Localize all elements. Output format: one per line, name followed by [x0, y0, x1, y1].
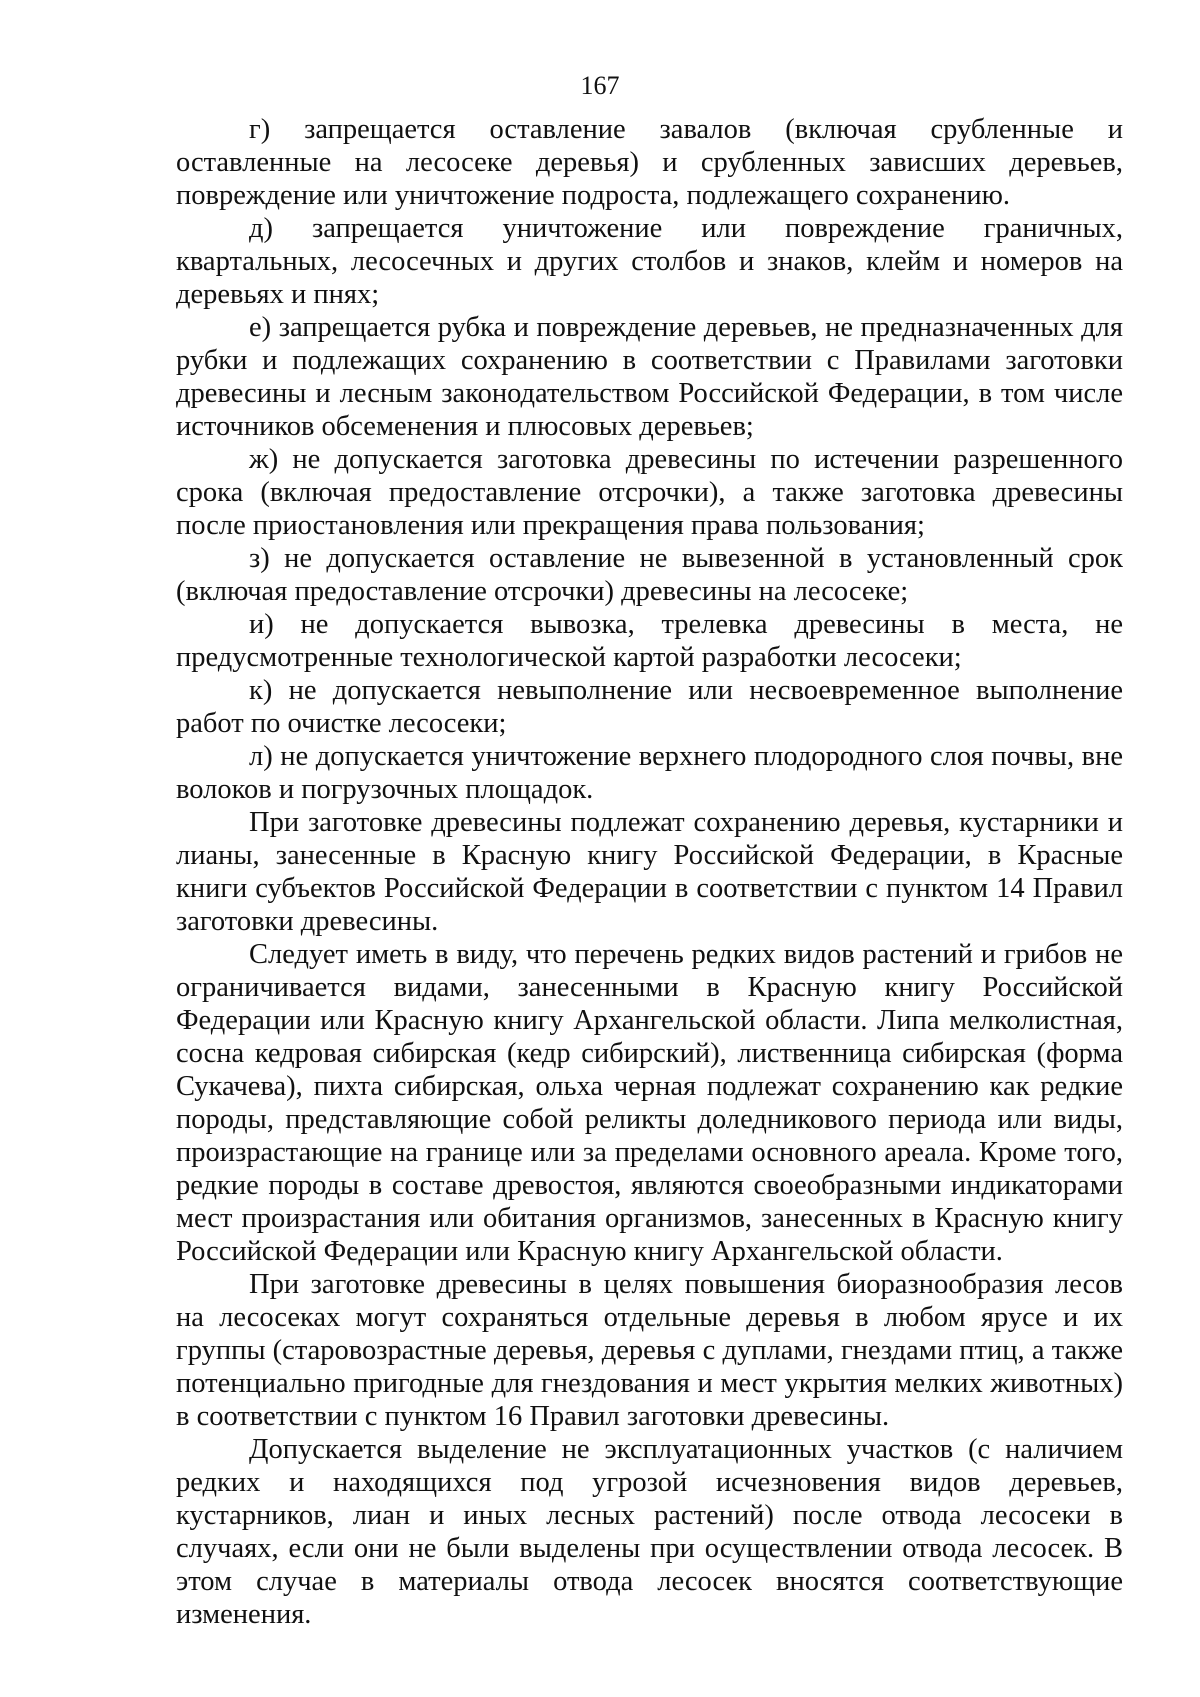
paragraph-biodiversity: При заготовке древесины в целях повышения биоразнообразия лесов на лесосеках могут сохраняться отдельные деревья в любом ярусе и их группы (старовозрастные деревья, деревья с дуплами, гнездами птиц, а также потенциально пригодные для гнездования и мест укрытия мелких животных) в соответствии с пунктом 16 Правил заготовки древесины.: [176, 1269, 1123, 1432]
paragraph-zh-deadline: ж) не допускается заготовка древесины по истечении разрешенного срока (включая предоставление отсрочки), а также заготовка древесины после приостановления или прекращения права пользования;: [176, 444, 1123, 541]
paragraph-g-debris: г) запрещается оставление завалов (включая срубленные и оставленные на лесосеке деревья) и срубленных зависших деревьев, повреждение или уничтожение подроста, подлежащего сохранению.: [176, 114, 1123, 211]
paragraph-i-skidding: и) не допускается вывозка, трелевка древесины в места, не предусмотренные технологической картой разработки лесосеки;: [176, 609, 1123, 673]
paragraph-e-protected-trees: е) запрещается рубка и повреждение деревьев, не предназначенных для рубки и подлежащих сохранению в соответствии с Правилами заготовки древесины и лесным законодательством Российской Федерации, в том числе источников обсеменения и плюсовых деревьев;: [176, 312, 1123, 442]
paragraph-rare-species: Следует иметь в виду, что перечень редких видов растений и грибов не ограничивается видами, занесенными в Красную книгу Российской Федерации или Красную книгу Архангельской области. Липа мелколистная, сосна кедровая сибирская (кедр сибирский), лиственница сибирская (форма Сукачева), пихта сибирская, ольха черная подлежат сохранению как редкие породы, представляющие собой реликты доледникового периода или виды, произрастающие на границе или за пределами основного ареала. Кроме того, редкие породы в составе древостоя, являются своеобразными индикаторами мест произрастания или обитания организмов, занесенных в Красную книгу Российской Федерации или Красную книгу Архангельской области.: [176, 939, 1123, 1267]
page-number: 167: [580, 71, 620, 100]
paragraph-non-operational-areas: Допускается выделение не эксплуатационных участков (с наличием редких и находящихся под угрозой исчезновения видов деревьев, кустарников, лиан и иных лесных растений) после отвода лесосеки в случаях, если они не были выделены при осуществлении отвода лесосек. В этом случае в материалы отвода лесосек вносятся соответствующие изменения.: [176, 1434, 1123, 1630]
paragraph-d-markers: д) запрещается уничтожение или повреждение граничных, квартальных, лесосечных и других столбов и знаков, клейм и номеров на деревьях и пнях;: [176, 213, 1123, 310]
paragraph-k-cleanup: к) не допускается невыполнение или несвоевременное выполнение работ по очистке лесосеки;: [176, 675, 1123, 739]
paragraph-red-book-species: При заготовке древесины подлежат сохранению деревья, кустарники и лианы, занесенные в Красную книгу Российской Федерации, в Красные книги субъектов Российской Федерации в соответствии с пунктом 14 Правил заготовки древесины.: [176, 807, 1123, 937]
paragraph-z-unremoved-timber: з) не допускается оставление не вывезенной в установленный срок (включая предоставление отсрочки) древесины на лесосеке;: [176, 543, 1123, 607]
paragraph-l-topsoil: л) не допускается уничтожение верхнего плодородного слоя почвы, вне волоков и погрузочных площадок.: [176, 741, 1123, 805]
document-body: [176, 113, 1123, 1631]
